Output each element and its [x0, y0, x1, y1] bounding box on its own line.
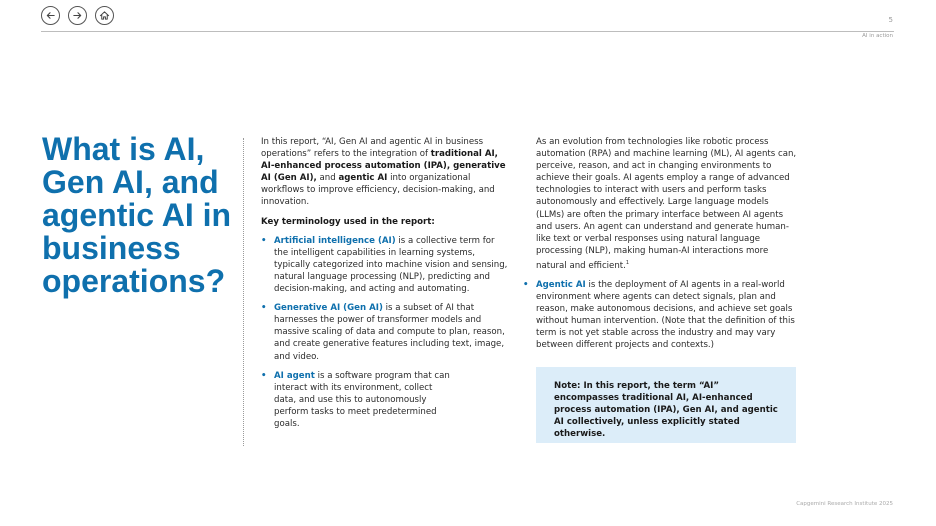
term-ai-agent	[261, 370, 511, 430]
term-name: AI agent	[274, 370, 315, 381]
term-gen-ai	[261, 302, 511, 362]
header-divider	[41, 31, 894, 32]
term-agentic-ai	[523, 279, 798, 352]
home-icon	[99, 10, 110, 21]
intro-paragraph: In this report, “AI, Gen AI and agentic AI in business operations” refers to the integration of traditional AI, AI-enhanced process automation (IPA), generative AI (Gen AI), and agentic AI into organizational workflows to improve efficiency, decision-making, and innovation.	[261, 137, 506, 208]
term-name: Artificial intelligence (AI)	[274, 235, 396, 246]
forward-button[interactable]	[68, 6, 87, 25]
arrow-right-icon	[72, 10, 83, 21]
page-number: 5	[888, 16, 893, 24]
note-text: Note: In this report, the term “AI” encompasses traditional AI, AI-enhanced process automation (IPA), Gen AI, and agentic AI collectively, unless explicitly stated otherwise.	[554, 381, 778, 440]
term-definition: is a software program that can interact with its environment, collect data, and use this to autonomously perform tasks to meet predetermined goals.	[274, 370, 450, 429]
arrow-left-icon	[45, 10, 56, 21]
agent-continuation-paragraph: As an evolution from technologies like robotic process automation (RPA) and machine learning (ML), AI agents can, perceive, reason, and act in changing environments to achieve their goals. AI agents employ a range of advanced technologies to interact with users and perform tasks autonomously and effectively. Large language models (LLMs) are often the primary interface between AI agents and users. An agent can understand and generate human-like text or verbal responses using natural language processing (NLP), making human-AI interactions more natural and efficient.$^1$	[536, 137, 797, 271]
term-name: Generative AI (Gen AI)	[274, 303, 383, 314]
section-label: AI in action	[862, 33, 893, 39]
page-title: What is AI, Gen AI, and agentic AI in business operations?	[42, 131, 232, 299]
term-definition: is the deployment of AI agents in a real-world environment where agents can detect signals, plan and reason, make autonomous decisions, and achieve set goals without human intervention. (Note that the definition of this term is not yet stable across the industry and may vary between different projects and contexts.)	[536, 279, 795, 351]
bullet: •	[523, 279, 529, 290]
term-definition: is a subset of AI that harnesses the power of transformer models and massive scaling of data and compute to plan, reason, and create generative features including text, image, and video.	[274, 303, 505, 362]
home-button[interactable]	[95, 6, 114, 25]
key-terminology-heading: Key terminology used in the report:	[261, 216, 435, 227]
footer-credit: Capgemini Research Institute 2025	[796, 501, 893, 507]
navigation-controls	[41, 6, 114, 25]
term-definition: is a collective term for the intelligent capabilities in learning systems, typically categorized into machine vision and sensing, natural language processing (NLP), predicting and decision-making, and acting and automating.	[274, 235, 508, 295]
left-column	[261, 136, 511, 437]
bullet: •	[261, 370, 267, 381]
note-box	[536, 367, 796, 443]
bullet: •	[261, 303, 267, 314]
term-ai	[261, 235, 511, 295]
term-name: Agentic AI	[536, 279, 586, 290]
footnote-marker: 1	[625, 259, 630, 266]
back-button[interactable]	[41, 6, 60, 25]
column-divider	[243, 138, 244, 446]
right-column	[523, 136, 798, 358]
bullet: •	[261, 235, 267, 246]
